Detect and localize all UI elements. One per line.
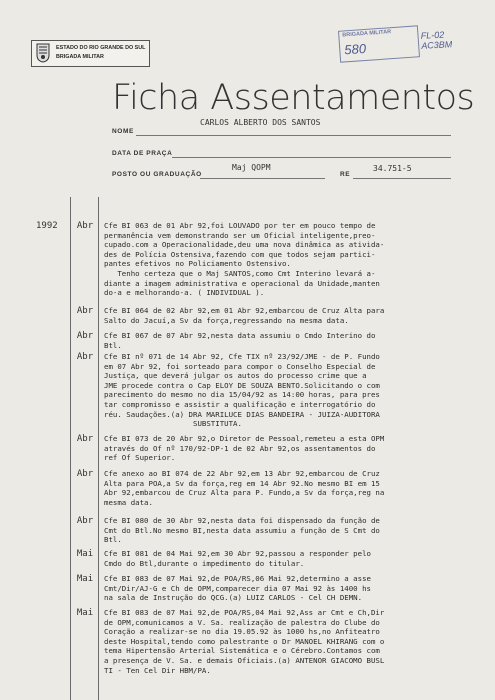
entry-month: Mai xyxy=(76,549,94,559)
entry-text: Cfe BI 073 de 20 Abr 92,o Diretor de Pessoal,remeteu a esta OPM através do Of nº 170/92-DP-1 de 02 Abr 92,os assentamentos do ref Of Superior. xyxy=(104,434,385,463)
entry-text: Cfe BI 083 de 07 Mai 92,de POA/RS,04 Mai 92,Ass ar Cmt e Ch,Dir de OPM,comunicamos a V. Sa. realização de palestra do Clube do Coração a realizar-se no dia 19.05.92 às 1000 hs,no Anfiteatro deste Hospital,tendo como palestrante o Dr MANOEL KHIRANG com o tema Hipertensão Arterial Sistemática e o Cérebro.Contamos com a presença de V. Sa. e demais Oficiais.(a) ANTENOR GIACOMO BUSL TI - Ten Cel Dir HBM/PA. xyxy=(104,608,385,675)
re-value: 34.751-5 xyxy=(373,164,412,173)
institution-header xyxy=(31,40,150,67)
entry-text: Cfe BI 080 de 30 Abr 92,nesta data foi dispensado da função de Cmt do Btl.No mesmo BI,nesta data assumiu a função de S Cmt do Btl. xyxy=(104,516,380,545)
stamp-number: 580 xyxy=(343,40,367,58)
enlistment-date-label: DATA DE PRAÇA xyxy=(112,150,173,157)
entry-text: Cfe BI 064 de 02 Abr 92,em 01 Abr 92,embarcou de Cruz Alta para Salto do Jacuí,a Sv da força,regressando na mesma data. xyxy=(104,306,385,325)
entry-text: Cfe BI 083 de 07 Mai 92,de POA/RS,06 Mai 92,determino a asse Cmt/Dir/AJ-G e Ch de OPM,comparecer dia 07 Mai 92 às 1400 hs na sala de Instrução do QCG.(a) LUIZ CARLOS - Cel CH DEMN. xyxy=(104,574,371,603)
stamp-label: BRIGADA MILITAR xyxy=(342,29,392,39)
handwritten-corner-note xyxy=(420,29,453,51)
re-line xyxy=(353,178,451,179)
entry-month: Abr xyxy=(76,306,94,316)
entry-text: Cfe BI 081 de 04 Mai 92,em 30 Abr 92,passou a responder pelo Cmdo do Btl,durante o impedimento do titular. xyxy=(104,549,371,568)
entry-month: Abr xyxy=(76,352,94,362)
entry-month: Abr xyxy=(76,221,94,231)
re-label: RE xyxy=(340,171,351,178)
entry-month: Mai xyxy=(76,608,94,618)
entry-month: Abr xyxy=(76,434,94,444)
rank-label: POSTO OU GRADUAÇÃO xyxy=(112,171,202,178)
name-value: CARLOS ALBERTO DOS SANTOS xyxy=(200,118,321,127)
entry-text: Cfe BI 063 de 01 Abr 92,foi LOUVADO por ter em pouco tempo de permanência vem demonstrando ser um Oficial inteligente,preo- cupado.com a Operacionalidade,deu uma nova dinâmica as ativida- des de Polícia Ostensiva,fazendo com que todos sejam partici- pantes efetivos no Policiamento Ostensivo. Tenho certeza que o Maj SANTOS,como Cmt Interino levará a- diante a imagem administrativa e operacional da Unidade,manten do-a e melhorando-a. ( INDIVIDUAL ). xyxy=(104,221,385,298)
enlistment-date-line xyxy=(172,157,451,158)
entry-month: Abr xyxy=(76,331,94,341)
document-title: Ficha Assentamentos xyxy=(112,78,475,118)
state-name: ESTADO DO RIO GRANDE DO SUL xyxy=(56,45,146,51)
year-column-rule xyxy=(70,197,71,700)
corner-note-line: AC3BM xyxy=(421,39,453,51)
state-crest-icon xyxy=(36,43,50,63)
archive-stamp xyxy=(338,25,420,63)
entry-month: Abr xyxy=(76,516,94,526)
entry-text: Cfe BI nº 071 de 14 Abr 92, Cfe TIX nº 23/92/JME - de P. Fundo em 07 Abr 92, foi sorteado para compor o Conselho Especial de Justiça, que deverá julgar os autos do processo crime que a JME procede contra o Cap ELOY DE SOUZA BENTO.Solicitando o com parecimento do mesmo no dia 15/04/92 as 14:00 horas, para pres tar compromisso e assistir a qualificação e interrogatório do réu. Saudações.(a) DRA MARILUCE DIAS BANDEIRA - JUIZA-AUDITORA SUBSTITUTA. xyxy=(104,352,380,429)
month-column-rule xyxy=(98,197,99,700)
corner-note-line: FL-02 xyxy=(420,29,445,41)
name-line xyxy=(136,135,451,136)
name-label: NOME xyxy=(112,128,134,135)
entry-text: Cfe BI 067 de 07 Abr 92,nesta data assumiu o Cmdo Interino do Btl. xyxy=(104,331,376,350)
entry-month: Abr xyxy=(76,469,94,479)
rank-line xyxy=(200,178,325,179)
rank-value: Maj QOPM xyxy=(232,163,271,172)
organization-name: BRIGADA MILITAR xyxy=(56,54,104,60)
entry-year: 1992 xyxy=(36,221,58,231)
entry-month: Mai xyxy=(76,574,94,584)
entry-text: Cfe anexo ao BI 074 de 22 Abr 92,em 13 Abr 92,embarcou de Cruz Alta para POA,a Sv da força,reg em 14 Abr 92.No mesmo BI em 15 Abr 92,embarcou de Cruz Alta para P. Fundo,a Sv da força,reg na mesma data. xyxy=(104,469,385,507)
